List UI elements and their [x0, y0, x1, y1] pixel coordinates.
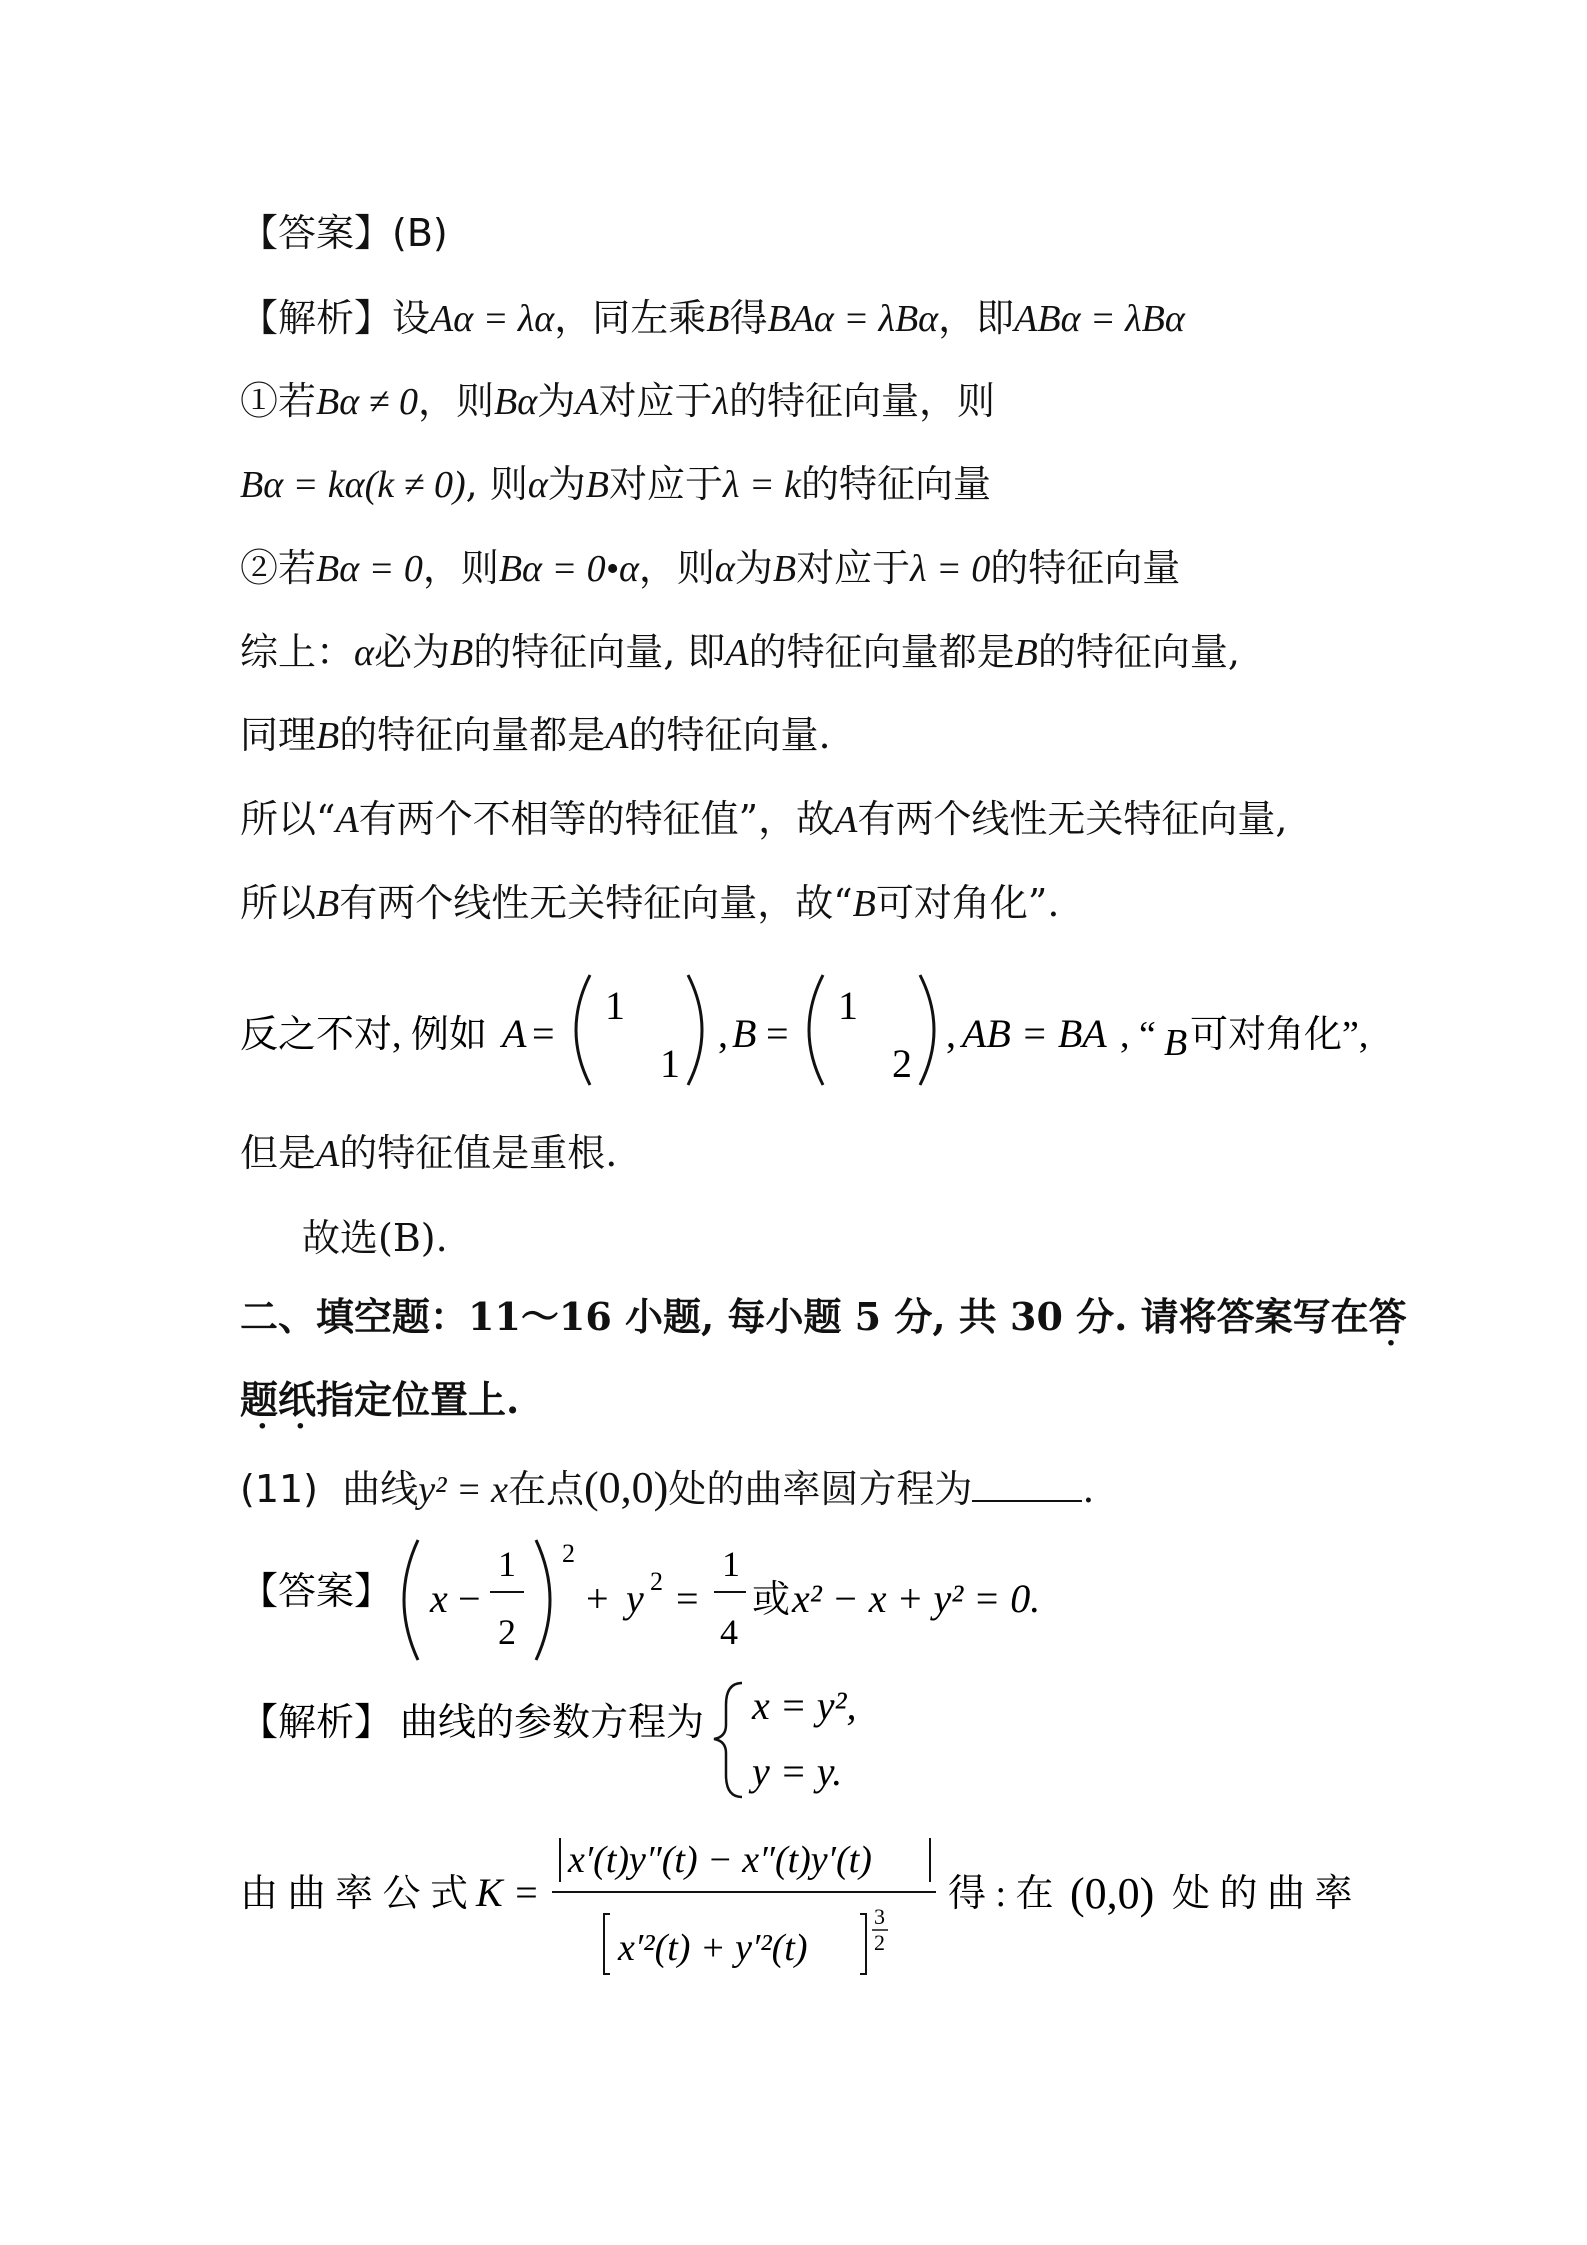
equals-sign: = [532, 1011, 555, 1056]
denominator: 2 [498, 1612, 516, 1652]
var-y: y [626, 1576, 644, 1621]
text: ②若 [240, 546, 317, 590]
equals-sign: = [766, 1011, 789, 1056]
formula: (0,0) [584, 1463, 669, 1512]
formula: (k ≠ 0) [364, 464, 466, 506]
matrix-b-22: 2 [892, 1041, 912, 1086]
matrix-b-right-paren [920, 975, 934, 1085]
case1-line [240, 376, 995, 427]
text: 得 [729, 296, 768, 340]
matrix-a-22: 1 [660, 1041, 680, 1086]
formula: α [354, 632, 374, 674]
section-heading-line-1 [240, 1292, 1407, 1342]
matrix-b-name: B [732, 1011, 757, 1056]
formula: B [316, 715, 340, 757]
numerator: 1 [498, 1544, 516, 1584]
formula: λ = k [723, 464, 801, 506]
case2-line [240, 543, 1180, 594]
denominator: 4 [720, 1612, 738, 1652]
formula: A [605, 715, 629, 757]
text: 同理 [240, 713, 317, 757]
numerator: 1 [722, 1544, 740, 1584]
text: 的特征向量. [628, 713, 831, 757]
text: 对应于 [598, 379, 713, 423]
text: 曲线 [342, 1467, 419, 1511]
summary-line [240, 627, 1240, 678]
choose-line [302, 1213, 448, 1263]
text: 处的曲率圆方程为 [668, 1467, 973, 1511]
formula: K = [476, 1870, 540, 1915]
question-number: (11) [240, 1467, 319, 1511]
case1b-line [240, 459, 991, 510]
text: 为 [537, 379, 576, 423]
matrix-a-right-paren [688, 975, 702, 1085]
matrix-b-11: 1 [838, 983, 858, 1028]
text: ①若 [240, 379, 317, 423]
answer-label: 【答案】 [240, 211, 393, 255]
formula: B [772, 548, 797, 590]
section-heading: 指定位置上. [316, 1377, 520, 1422]
curvature-formula [240, 1820, 1360, 2000]
formula: B [449, 632, 474, 674]
text: 得 : 在 [948, 1873, 1054, 1915]
text: 处 的 曲 率 [1172, 1873, 1353, 1915]
text: , 则 [465, 462, 528, 506]
answer-value: (B) [392, 211, 448, 255]
text: 曲线的参数方程为 [400, 1702, 705, 1744]
text: 由 曲 率 公 式 [240, 1873, 469, 1915]
formula: B [706, 298, 730, 340]
equation-row-2: y = y. [752, 1749, 843, 1794]
formula: Bα = 0•α [498, 548, 639, 590]
question-11 [240, 1463, 1094, 1515]
analysis-line-1 [240, 293, 1185, 344]
var-x: x [430, 1576, 448, 1621]
matrix-a-11: 1 [605, 983, 625, 1028]
section-heading-line-2 [240, 1375, 519, 1425]
formula: λ = 0 [910, 548, 991, 590]
answer-blank [972, 1470, 1082, 1502]
analysis-label: 【解析】 [240, 296, 393, 340]
counter-example-formula [240, 965, 1380, 1095]
left-paren [404, 1540, 418, 1660]
plus: + [586, 1576, 609, 1621]
exponent-denominator: 2 [874, 1930, 885, 1955]
text: 设 [392, 296, 431, 340]
text: 的特征向量都是 [339, 713, 606, 757]
analysis-label: 【解析】 [240, 1702, 393, 1744]
matrix-b-name: B [1164, 1022, 1188, 1064]
formula: B [585, 464, 610, 506]
formula: A [834, 799, 858, 841]
comma: , [946, 1011, 956, 1056]
text: 综上： [240, 630, 355, 674]
emphasis-char: 答 [1368, 1294, 1407, 1339]
text: 的特征向量 [801, 462, 992, 506]
formula: α [527, 464, 548, 506]
text: ，则 [422, 546, 499, 590]
formula: A [316, 1133, 340, 1175]
comma: , [718, 1011, 728, 1056]
text: 的特征向量, [1037, 630, 1240, 674]
text: 所以“ [240, 797, 336, 841]
matrix-b-left-paren [809, 975, 823, 1085]
bracket-right [860, 1914, 866, 1974]
minus: − [458, 1576, 481, 1621]
text: . [1082, 1467, 1095, 1511]
section-heading: 二、填空题：11～16 小题, 每小题 5 分, 共 30 分. 请将答案写在 [240, 1294, 1369, 1339]
answer-line-1 [240, 208, 448, 258]
text: 在点 [507, 1467, 584, 1511]
therefore-line-2 [240, 878, 1059, 929]
counter-line-2 [240, 1128, 617, 1179]
text: ，同左乘 [554, 296, 707, 340]
emphasis-char: 题 [240, 1377, 279, 1422]
formula: λ [712, 381, 729, 423]
choose-text: 故选(B). [302, 1216, 448, 1260]
formula: x² − x + y² = 0. [792, 1576, 1041, 1621]
counter-text: , “ [1120, 1014, 1156, 1056]
text: 有两个不相等的特征值”，故 [358, 797, 835, 841]
answer-2-formula [240, 1530, 1340, 1670]
therefore-line-1 [240, 794, 1287, 845]
exponent: 2 [562, 1539, 575, 1568]
text: 的特征值是重根. [339, 1131, 618, 1175]
bracket-left [604, 1914, 610, 1974]
text: 的特征向量，则 [728, 379, 995, 423]
text: 必为 [373, 630, 450, 674]
text: 但是 [240, 1131, 317, 1175]
formula: A [335, 799, 359, 841]
formula: B [852, 883, 876, 925]
text: 为 [547, 462, 586, 506]
text: 可对角化”. [875, 881, 1060, 925]
equals-sign: = [676, 1576, 699, 1621]
formula: A [575, 381, 599, 423]
formula: Bα = 0 [316, 548, 423, 590]
formula: Bα ≠ 0 [316, 381, 419, 423]
counter-text: 反之不对, 例如 [240, 1014, 488, 1056]
matrix-a-name: A [502, 1011, 527, 1056]
formula: BAα = λBα [767, 298, 939, 340]
denominator: x′²(t) + y′²(t) [618, 1927, 808, 1969]
text: 的特征向量, 即 [473, 630, 726, 674]
formula: B [1014, 632, 1038, 674]
parametric-formula [240, 1675, 1240, 1805]
right-paren [536, 1540, 550, 1660]
text: 的特征向量 [990, 546, 1181, 590]
text: 对应于 [796, 546, 911, 590]
text: ，则 [418, 379, 495, 423]
emphasis-char: 纸 [278, 1377, 317, 1422]
ab-equals-ba: AB = BA [962, 1011, 1107, 1056]
text: 为 [734, 546, 773, 590]
text: 有两个线性无关特征向量, [857, 797, 1288, 841]
formula: B [316, 883, 340, 925]
formula: Aα = λα [430, 298, 555, 340]
text: 有两个线性无关特征向量，故“ [339, 881, 853, 925]
formula: α [714, 548, 735, 590]
formula: Bα = kα [240, 464, 365, 506]
formula: (0,0) [1070, 1869, 1155, 1918]
numerator: x′(t)y″(t) − x″(t)y′(t) [568, 1839, 872, 1881]
text: ，即 [938, 296, 1015, 340]
counter-text: 可对角化”, [1190, 1014, 1369, 1056]
text: ，则 [638, 546, 715, 590]
text: 或 [752, 1579, 791, 1621]
text: 对应于 [609, 462, 724, 506]
matrix-a-left-paren [576, 975, 590, 1085]
equation-row-1: x = y², [752, 1683, 857, 1728]
exponent-numerator: 3 [874, 1904, 885, 1929]
formula: y² = x [418, 1469, 508, 1511]
formula: A [725, 632, 749, 674]
formula: ABα = λBα [1014, 298, 1185, 340]
left-brace [714, 1683, 742, 1797]
text: 所以 [240, 881, 317, 925]
text: 的特征向量都是 [748, 630, 1015, 674]
likewise-line [240, 710, 831, 761]
answer-label: 【答案】 [240, 1571, 393, 1613]
exponent: 2 [650, 1567, 663, 1596]
formula: Bα [494, 381, 538, 423]
